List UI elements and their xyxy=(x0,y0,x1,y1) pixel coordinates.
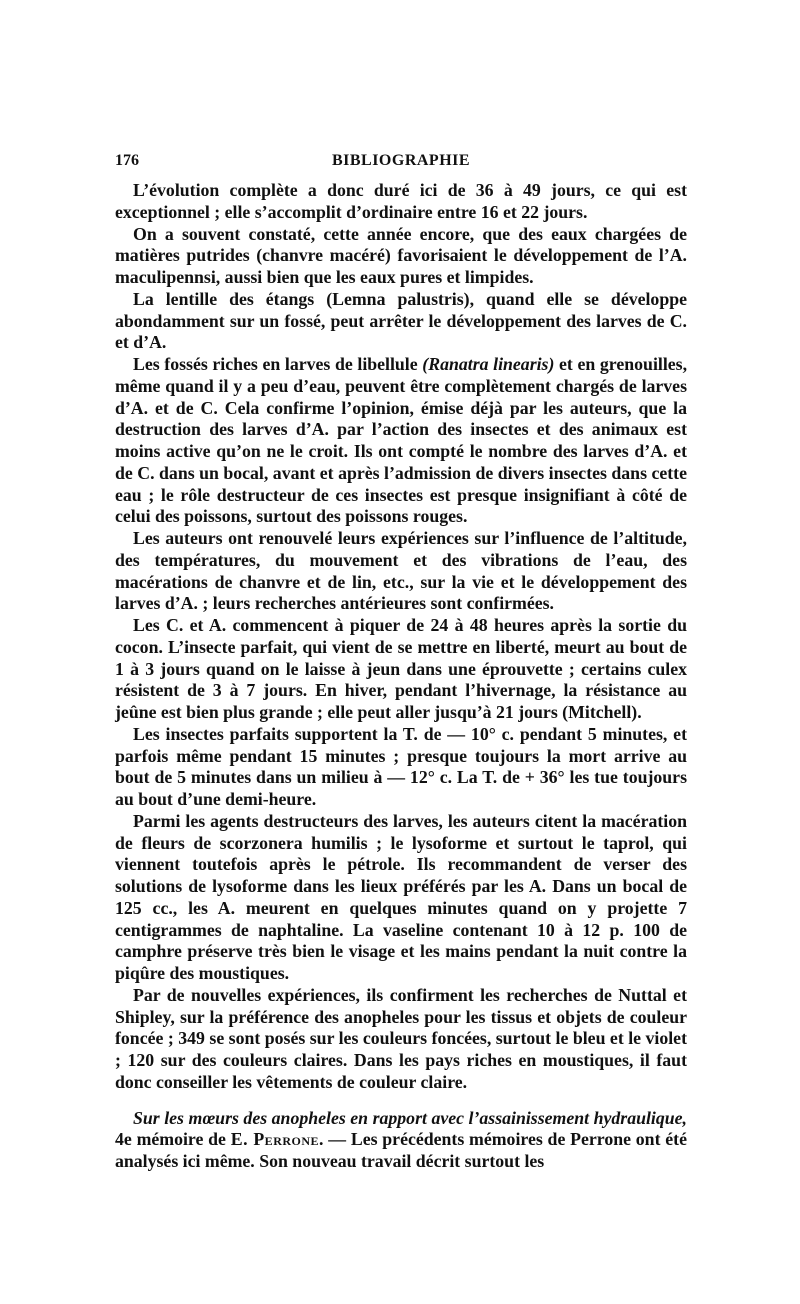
review-text: . — Les précédents mémoires de Perrone ont été analysés ici même. Son nouveau travail décrit surtout les xyxy=(115,1129,687,1171)
paragraph-biting: Les C. et A. commencent à piquer de 24 à 48 heures après la sortie du cocon. L’insecte parfait, qui vient de se mettre en liberté, meurt au bout de 1 à 3 jours quand on le laisse à jeun dans une éprouvette ; certains culex résistent de 3 à 7 jours. En hiver, pendant l’hivernage, la résistance au jeûne est bien plus grande ; elle peut aller jusqu’à 21 jours (Mitchell). xyxy=(115,615,687,722)
review-title: Sur les mœurs des anopheles en rapport avec l’assainissement hydraulique, xyxy=(133,1107,687,1128)
review-entry xyxy=(115,1108,687,1173)
paragraph-temperature: Les insectes parfaits supportent la T. de — 10° c. pendant 5 minutes, et parfois même pendant 15 minutes ; presque toujours la mort arrive au bout de 5 minutes dans un milieu à — 12° c. La T. de + 36° les tue toujours au bout d’une demi-heure. xyxy=(115,723,687,809)
ditches-text-after: et en grenouilles, même quand il y a peu d’eau, peuvent être complètement chargés de larves d’A. et de C. Cela confirme l’opinion, émise déjà par les auteurs, que la destruction des larves d’A. par l’action des insectes et des animaux est moins active qu’on ne le croit. Ils ont compté le nombre des larves d’A. et de C. dans un bocal, avant et après l’admission de divers insectes dans cette eau ; le rôle destructeur de ces insectes est presque insignifiant à côté de celui des poissons, surtout des poissons rouges. xyxy=(115,354,688,527)
page-header xyxy=(115,152,687,174)
paragraph-putrid-waters: On a souvent constaté, cette année encore, que des eaux chargées de matières putrides (chanvre macéré) favorisaient le développement de l’A. maculipennsi, aussi bien que les eaux pures et limpides. xyxy=(115,223,687,287)
species-name-ranatra: (Ranatra linearis) xyxy=(422,354,555,374)
paragraph-evolution-duration: L’évolution complète a donc duré ici de 36 à 49 jours, ce qui est exceptionnel ; elle s’accomplit d’ordinaire entre 16 et 22 jours. xyxy=(115,180,687,222)
review-author: E. Perrone xyxy=(230,1129,320,1150)
running-title: BIBLIOGRAPHIE xyxy=(331,152,471,169)
body-text xyxy=(115,180,687,1173)
paragraph-altitude-experiments: Les auteurs ont renouvelé leurs expériences sur l’influence de l’altitude, des températures, du mouvement et des vibrations de l’eau, des macérations de chanvre et de lin, etc., sur la vie et le développement des larves d’A. ; leurs recherches antérieures sont confirmées. xyxy=(115,528,687,614)
paragraph-destructive-agents: Parmi les agents destructeurs des larves, les auteurs citent la macération de fleurs de scorzonera humilis ; le lysoforme et surtout le taprol, qui viennent toutefois après le pétrole. Ils recommandent de verser des solutions de lysoforme dans les lieux préférés par les A. Dans un bocal de 125 cc., les A. meurent en quelques minutes quand on y projette 7 centigrammes de naphtaline. La vaseline contenant 10 à 12 p. 100 de camphre préserve très bien le visage et les mains pendant la nuit contre la piqûre des moustiques. xyxy=(115,810,687,983)
paragraph-colour-preference: Par de nouvelles expériences, ils confirment les recherches de Nuttal et Shipley, sur la préférence des anopheles pour les tissus et objets de couleur foncée ; 349 se sont posés sur les couleurs foncées, surtout le bleu et le violet ; 120 sur des couleurs claires. Dans les pays riches en moustiques, il faut donc conseiller les vêtements de couleur claire. xyxy=(115,984,687,1092)
ditches-text-before: Les fossés riches en larves de libellule xyxy=(133,354,423,374)
paragraph-ditches xyxy=(115,354,687,528)
review-memoir: 4e mémoire de xyxy=(115,1129,231,1150)
paragraph-lemna: La lentille des étangs (Lemna palustris), quand elle se développe abondamment sur un fossé, peut arrêter le développement des larves de C. et d’A. xyxy=(115,288,687,353)
page-number: 176 xyxy=(115,152,139,169)
